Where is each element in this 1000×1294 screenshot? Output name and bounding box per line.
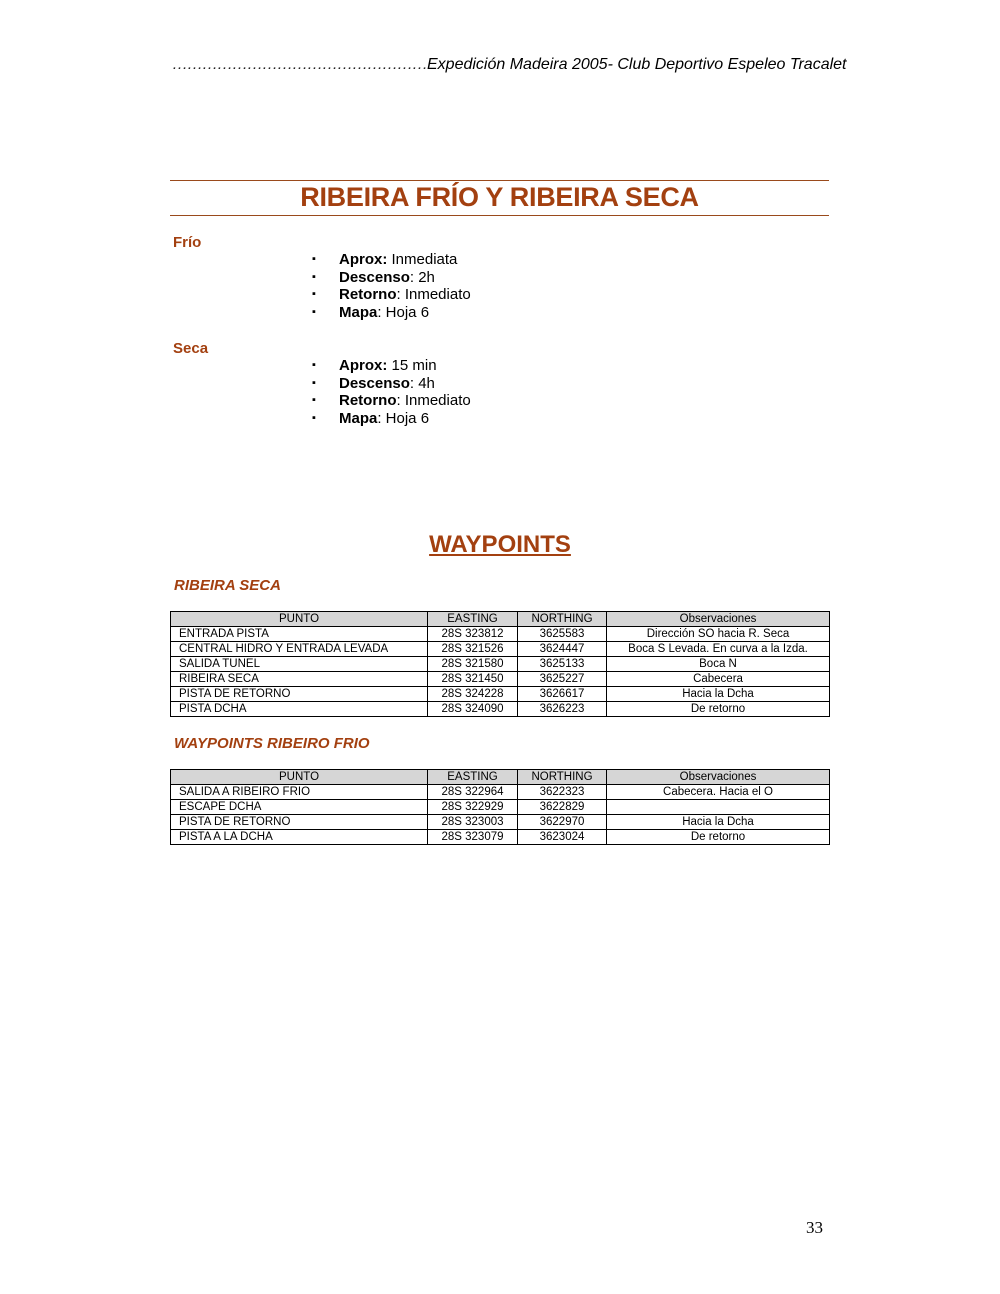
bullet-icon: ▪ [312,412,316,425]
item-value: : 4h [409,374,435,392]
frio-details-list [310,251,471,322]
bullet-icon: ▪ [312,288,316,301]
column-header: PUNTO [171,770,428,785]
table-cell: 28S 324090 [428,702,518,717]
table-cell: PISTA DE RETORNO [171,815,428,830]
column-header: Observaciones [607,770,830,785]
table-row [171,702,830,717]
table-cell: Boca N [607,657,830,672]
table-row [171,672,830,687]
ribeiro-frio-table [170,769,830,845]
column-header: Observaciones [607,612,830,627]
table-cell: RIBEIRA SECA [171,672,428,687]
table-cell: 3626223 [518,702,607,717]
seca-details-list [310,357,471,428]
table-cell: 3625133 [518,657,607,672]
table-cell: 28S 321526 [428,642,518,657]
header-dots: …………………………………………… [172,56,427,73]
ribeira-seca-table [170,611,830,717]
column-header: EASTING [428,612,518,627]
column-header: EASTING [428,770,518,785]
table-cell: 28S 322929 [428,800,518,815]
table-cell: Dirección SO hacia R. Seca [607,627,830,642]
section-label-seca: Seca [173,340,209,357]
table-cell: Cabecera [607,672,830,687]
item-key: Mapa [339,304,378,322]
list-item [310,304,471,322]
table-cell: De retorno [607,830,830,845]
table-cell: Hacia la Dcha [607,687,830,702]
table-row [171,627,830,642]
item-key: Aprox: [339,357,388,374]
table-row [171,815,830,830]
item-key: Mapa [339,410,378,428]
table-cell: PISTA A LA DCHA [171,830,428,845]
list-item [310,251,471,269]
table-cell: 28S 322964 [428,785,518,800]
table-cell: 28S 321450 [428,672,518,687]
table-cell: 3623024 [518,830,607,845]
item-key: Aprox: [339,251,388,268]
table-cell: De retorno [607,702,830,717]
table-cell: 3624447 [518,642,607,657]
table-cell: Hacia la Dcha [607,815,830,830]
column-header: PUNTO [171,612,428,627]
table-row [171,800,830,815]
bullet-icon: ▪ [312,394,316,407]
bullet-icon: ▪ [312,359,316,371]
table-cell: 3622970 [518,815,607,830]
item-key: Retorno [339,392,397,410]
table-row [171,830,830,845]
page-number: 33 [806,1218,823,1237]
list-item [310,410,471,428]
table-header-row [171,770,830,785]
table-cell: 28S 323003 [428,815,518,830]
table-cell: 28S 321580 [428,657,518,672]
bullet-icon: ▪ [312,253,316,265]
bullet-icon: ▪ [312,270,316,283]
table-row [171,657,830,672]
ribeiro-frio-subtitle: WAYPOINTS RIBEIRO FRIO [174,735,370,752]
table-cell: 3626617 [518,687,607,702]
table-cell: Cabecera. Hacia el O [607,785,830,800]
item-key: Retorno [339,286,397,304]
item-value: 15 min [387,357,437,374]
item-value: : Hoja 6 [377,410,430,428]
table-cell: 3625583 [518,627,607,642]
item-key: Descenso [339,374,410,392]
title-block [170,180,829,216]
table-cell: PISTA DCHA [171,702,428,717]
list-item [310,375,471,393]
list-item [310,357,471,375]
list-item [310,269,471,287]
item-key: Descenso [339,268,410,286]
table-cell: ENTRADA PISTA [171,627,428,642]
table-cell: 28S 324228 [428,687,518,702]
item-value: : Inmediato [396,286,471,304]
section-label-frio: Frío [173,234,202,251]
list-item [310,392,471,410]
list-item [310,286,471,304]
table-cell: SALIDA TUNEL [171,657,428,672]
table-cell: CENTRAL HIDRO Y ENTRADA LEVADA [171,642,428,657]
table-cell [607,800,830,815]
column-header: NORTHING [518,612,607,627]
table-row [171,687,830,702]
table-cell: 3625227 [518,672,607,687]
table-cell: SALIDA A RIBEIRO FRIO [171,785,428,800]
item-value: : 2h [409,268,435,286]
waypoints-title: WAYPOINTS [429,531,571,558]
item-value: Inmediata [387,251,458,268]
table-row [171,642,830,657]
column-header: NORTHING [518,770,607,785]
table-cell: 28S 323812 [428,627,518,642]
bullet-icon: ▪ [312,376,316,389]
bullet-icon: ▪ [312,306,316,319]
table-cell: 3622829 [518,800,607,815]
table-cell: 28S 323079 [428,830,518,845]
table-cell: Boca S Levada. En curva a la Izda. [607,642,830,657]
page-title: RIBEIRA FRÍO Y RIBEIRA SECA [300,182,699,212]
item-value: : Hoja 6 [377,304,430,322]
table-cell: 3622323 [518,785,607,800]
header-title: Expedición Madeira 2005- Club Deportivo Espeleo Tracalet [427,56,847,73]
table-row [171,785,830,800]
ribeira-seca-subtitle: RIBEIRA SECA [174,577,281,594]
item-value: : Inmediato [396,392,471,410]
table-cell: ESCAPE DCHA [171,800,428,815]
running-header [172,56,847,74]
table-cell: PISTA DE RETORNO [171,687,428,702]
table-header-row [171,612,830,627]
